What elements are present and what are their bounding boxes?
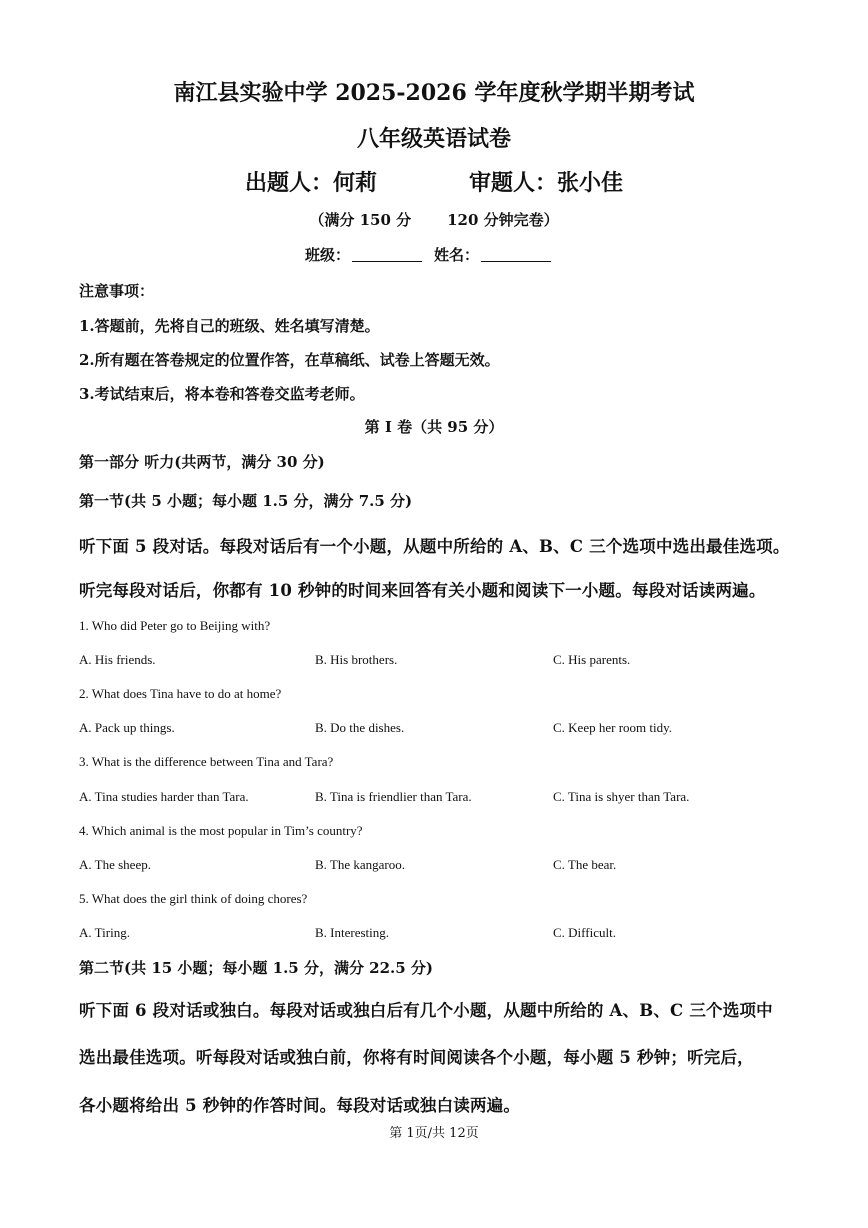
question: 1. Who did Peter go to Beijing with? xyxy=(79,618,271,633)
note-item: 2.所有题在答卷规定的位置作答，在草稿纸、试卷上答题无效。 xyxy=(79,351,500,369)
option-a: A. Tina studies harder than Tara. xyxy=(79,789,249,804)
option-a: A. The sheep. xyxy=(79,857,151,872)
option-a: A. Tiring. xyxy=(79,925,130,940)
author: 出题人：何莉 xyxy=(244,170,377,196)
reviewer: 审题人：张小佳 xyxy=(469,170,624,196)
exam-subtitle: 八年级英语试卷 xyxy=(356,126,511,152)
option-c: C. Keep her room tidy. xyxy=(553,720,673,735)
question: 5. What does the girl think of doing chores? xyxy=(79,891,308,906)
option-b: B. The kangaroo. xyxy=(315,857,406,872)
volume-heading: 第 I 卷（共 95 分） xyxy=(364,418,504,436)
option-c: C. His parents. xyxy=(553,652,631,667)
class-label: 班级： xyxy=(304,246,350,264)
duration: 120 分钟完卷） xyxy=(447,211,559,229)
option-c: C. Tina is shyer than Tara. xyxy=(553,789,690,804)
question: 2. What does Tina have to do at home? xyxy=(79,686,282,701)
class-name-line xyxy=(0,244,868,265)
full-score: （满分 150 分 xyxy=(309,211,412,229)
exam-title: 南江县实验中学 2025-2026 学年度秋学期半期考试 xyxy=(173,80,695,106)
note-item: 3.考试结束后，将本卷和答卷交监考老师。 xyxy=(79,385,365,403)
option-b: B. His brothers. xyxy=(315,652,398,667)
section1-instruction: 听下面 5 段对话。每段对话后有一个小题，从题中所给的 A、B、C 三个选项中选出最佳选项。 xyxy=(79,537,790,556)
part1-heading: 第一部分 听力(共两节，满分 30 分) xyxy=(79,453,325,471)
name-label: 姓名： xyxy=(434,246,480,264)
option-a: A. His friends. xyxy=(79,652,156,667)
option-b: B. Tina is friendlier than Tara. xyxy=(315,789,472,804)
score-time-line xyxy=(0,209,868,230)
page-footer: 第 1页/共 12页 xyxy=(389,1126,479,1141)
option-b: B. Interesting. xyxy=(315,925,390,940)
option-a: A. Pack up things. xyxy=(79,720,175,735)
author-line xyxy=(0,166,868,197)
option-c: C. The bear. xyxy=(553,857,617,872)
question: 3. What is the difference between Tina and Tara? xyxy=(79,754,334,769)
option-b: B. Do the dishes. xyxy=(315,720,405,735)
section2-heading: 第二节(共 15 小题；每小题 1.5 分，满分 22.5 分) xyxy=(79,959,434,977)
option-c: C. Difficult. xyxy=(553,925,616,940)
section1-heading: 第一节(共 5 小题；每小题 1.5 分，满分 7.5 分) xyxy=(79,492,413,510)
class-blank xyxy=(352,247,422,262)
notes-heading: 注意事项： xyxy=(79,282,155,300)
note-item: 1.答题前，先将自己的班级、姓名填写清楚。 xyxy=(79,317,380,335)
question: 4. Which animal is the most popular in Tim’s country? xyxy=(79,823,363,838)
section1-instruction: 听完每段对话后，你都有 10 秒钟的时间来回答有关小题和阅读下一小题。每段对话读两遍。 xyxy=(79,581,766,600)
name-blank xyxy=(481,247,551,262)
section2-instruction: 选出最佳选项。听每段对话或独白前，你将有时间阅读各个小题，每小题 5 秒钟；听完后， xyxy=(79,1048,754,1067)
section2-instruction: 各小题将给出 5 秒钟的作答时间。每段对话或独白读两遍。 xyxy=(79,1096,521,1115)
section2-instruction: 听下面 6 段对话或独白。每段对话或独白后有几个小题，从题中所给的 A、B、C 三个选项中 xyxy=(79,1001,773,1020)
